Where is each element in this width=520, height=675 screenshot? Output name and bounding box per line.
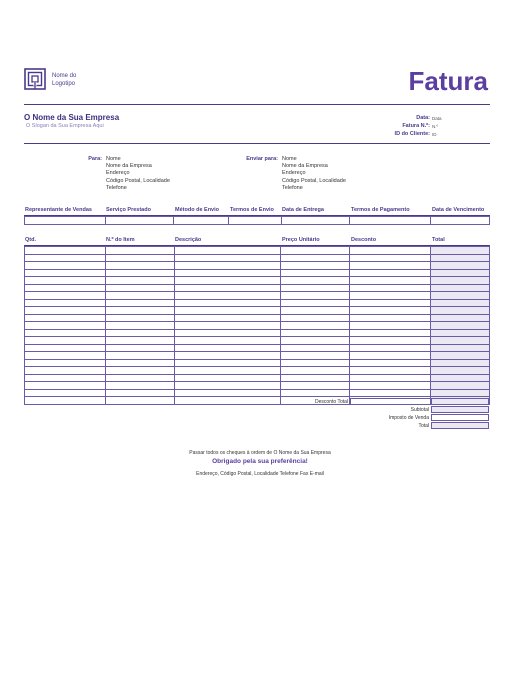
table-cell[interactable] <box>105 277 174 285</box>
table-cell[interactable] <box>430 247 489 255</box>
table-row <box>25 344 490 352</box>
footer-contact: Endereço, Código Postal, Localidade Telefone Fax E-mail <box>196 471 324 477</box>
table-cell[interactable] <box>25 374 106 382</box>
table-cell[interactable] <box>350 352 431 360</box>
table-cell[interactable] <box>25 314 106 322</box>
table-cell[interactable] <box>281 277 350 285</box>
table-row <box>25 277 490 285</box>
table-cell[interactable] <box>350 269 431 277</box>
table-cell[interactable] <box>105 247 174 255</box>
table-cell[interactable] <box>174 359 280 367</box>
table-cell[interactable] <box>430 389 489 397</box>
subtotal-field[interactable] <box>431 406 489 413</box>
table-cell[interactable] <box>174 262 280 270</box>
table-cell[interactable] <box>174 329 280 337</box>
table-cell[interactable] <box>350 322 431 330</box>
table-row <box>25 359 490 367</box>
table-cell[interactable] <box>25 284 106 292</box>
discount-total-field[interactable] <box>350 398 431 405</box>
table-cell[interactable] <box>350 337 431 345</box>
col-qty: Qtd. <box>25 237 36 243</box>
table-cell[interactable] <box>430 344 489 352</box>
table-cell[interactable] <box>430 337 489 345</box>
table-row <box>25 352 490 360</box>
table-cell[interactable] <box>174 284 280 292</box>
table-row <box>25 389 490 397</box>
total-field[interactable] <box>431 422 489 429</box>
items-table <box>24 246 490 405</box>
col-unit-price: Preço Unitário <box>282 237 320 243</box>
table-cell[interactable] <box>105 367 174 375</box>
table-cell[interactable] <box>174 389 280 397</box>
table-cell[interactable] <box>25 292 106 300</box>
table-cell[interactable] <box>350 299 431 307</box>
table-row <box>25 299 490 307</box>
table-cell[interactable] <box>105 359 174 367</box>
table-cell[interactable] <box>281 359 350 367</box>
discount-total-label: Desconto Total <box>315 399 348 405</box>
table-cell[interactable] <box>25 344 106 352</box>
table-row <box>25 307 490 315</box>
bill-to-label: Para: <box>88 156 102 162</box>
bill-to-line: Telefone <box>106 184 127 191</box>
ship-to-line: Nome <box>282 156 297 162</box>
table-cell[interactable] <box>281 269 350 277</box>
table-cell[interactable] <box>350 284 431 292</box>
table-cell[interactable] <box>25 322 106 330</box>
table-cell[interactable] <box>430 352 489 360</box>
subtotal-label: Subtotal <box>410 407 429 413</box>
table-cell[interactable] <box>174 247 280 255</box>
table-cell[interactable] <box>350 292 431 300</box>
table-cell[interactable] <box>174 217 229 225</box>
table-row <box>25 284 490 292</box>
table-cell[interactable] <box>25 389 106 397</box>
table-cell[interactable] <box>105 337 174 345</box>
table-cell[interactable] <box>105 329 174 337</box>
table-cell[interactable] <box>25 397 106 405</box>
table-cell[interactable] <box>105 374 174 382</box>
meta-customer-id-label: ID do Cliente: <box>394 131 430 137</box>
table-cell[interactable] <box>174 352 280 360</box>
col-description: Descrição <box>175 237 202 243</box>
divider-header <box>24 143 490 144</box>
table-cell[interactable] <box>25 247 106 255</box>
sales-tax-field[interactable] <box>431 414 489 421</box>
table-cell[interactable] <box>281 262 350 270</box>
table-cell[interactable] <box>350 247 431 255</box>
table-row <box>25 329 490 337</box>
table-cell[interactable] <box>350 329 431 337</box>
col-sales-rep: Representante de Vendas <box>25 207 92 213</box>
table-cell[interactable] <box>105 284 174 292</box>
col-discount: Desconto <box>351 237 377 243</box>
table-cell[interactable] <box>25 269 106 277</box>
table-cell[interactable] <box>430 382 489 390</box>
table-cell[interactable] <box>350 314 431 322</box>
table-cell[interactable] <box>105 397 174 405</box>
table-cell[interactable] <box>281 292 350 300</box>
table-cell[interactable] <box>350 217 431 225</box>
table-cell[interactable] <box>105 217 174 225</box>
meta-customer-id-value: ID <box>432 132 437 137</box>
meta-date-label: Data: <box>416 115 430 121</box>
table-cell[interactable] <box>174 322 280 330</box>
divider-top <box>24 104 490 105</box>
table-cell[interactable] <box>281 374 350 382</box>
table-cell[interactable] <box>25 367 106 375</box>
table-cell[interactable] <box>430 374 489 382</box>
meta-invoice-number-value: N.º <box>432 124 439 129</box>
table-cell[interactable] <box>350 374 431 382</box>
table-cell[interactable] <box>281 247 350 255</box>
table-cell[interactable] <box>25 359 106 367</box>
table-cell[interactable] <box>350 367 431 375</box>
company-slogan: O Slogan da Sua Empresa Aqui <box>26 123 104 129</box>
table-cell[interactable] <box>105 322 174 330</box>
table-cell[interactable] <box>105 299 174 307</box>
table-cell[interactable] <box>105 292 174 300</box>
table-cell[interactable] <box>174 277 280 285</box>
table-cell[interactable] <box>281 254 350 262</box>
logo-text <box>52 72 76 88</box>
table-cell[interactable] <box>430 359 489 367</box>
ship-to-line: Telefone <box>282 184 303 191</box>
table-row <box>25 322 490 330</box>
table-cell[interactable] <box>350 389 431 397</box>
table-cell[interactable] <box>281 322 350 330</box>
table-cell[interactable] <box>350 344 431 352</box>
table-cell[interactable] <box>25 337 106 345</box>
table-cell[interactable] <box>25 382 106 390</box>
table-cell[interactable] <box>281 352 350 360</box>
table-cell[interactable] <box>430 367 489 375</box>
table-cell[interactable] <box>105 352 174 360</box>
table-cell[interactable] <box>105 344 174 352</box>
table-cell[interactable] <box>105 314 174 322</box>
col-ship-terms: Termos de Envio <box>230 207 274 213</box>
table-cell[interactable] <box>350 382 431 390</box>
logo-maze-icon <box>24 68 46 90</box>
table-cell[interactable] <box>350 254 431 262</box>
table-cell[interactable] <box>281 307 350 315</box>
table-cell[interactable] <box>174 299 280 307</box>
table-cell[interactable] <box>174 314 280 322</box>
table-cell[interactable] <box>174 269 280 277</box>
table-cell[interactable] <box>25 254 106 262</box>
col-service: Serviço Prestado <box>106 207 151 213</box>
ship-to-label: Enviar para: <box>246 156 278 162</box>
table-row <box>25 374 490 382</box>
col-item-number: N.º do Item <box>106 237 135 243</box>
table-cell[interactable] <box>105 389 174 397</box>
table-cell[interactable] <box>174 292 280 300</box>
table-cell[interactable] <box>430 262 489 270</box>
table-cell[interactable] <box>430 314 489 322</box>
table-cell[interactable] <box>25 329 106 337</box>
shipping-table <box>24 216 490 225</box>
bill-to-line: Código Postal, Localidade <box>106 177 170 184</box>
bill-to-address <box>106 156 170 192</box>
table-cell[interactable] <box>25 299 106 307</box>
table-cell[interactable] <box>430 292 489 300</box>
col-total: Total <box>432 237 445 243</box>
table-cell[interactable] <box>430 329 489 337</box>
table-cell[interactable] <box>25 262 106 270</box>
ship-to-line: Código Postal, Localidade <box>282 177 346 184</box>
table-cell[interactable] <box>25 352 106 360</box>
table-cell[interactable] <box>229 217 281 225</box>
table-cell[interactable] <box>105 382 174 390</box>
table-cell[interactable] <box>105 262 174 270</box>
col-delivery-date: Data de Entrega <box>282 207 324 213</box>
table-row <box>25 367 490 375</box>
table-cell[interactable] <box>350 307 431 315</box>
table-cell[interactable] <box>350 359 431 367</box>
table-cell[interactable] <box>281 382 350 390</box>
col-payment-terms: Termos de Pagamento <box>351 207 410 213</box>
logo-line-1: Nome do <box>52 73 77 79</box>
table-cell[interactable] <box>281 284 350 292</box>
checks-note: Passar todos os cheques à ordem de O Nome da Sua Empresa <box>189 450 331 456</box>
table-cell[interactable] <box>174 344 280 352</box>
table-cell[interactable] <box>25 307 106 315</box>
total-label: Total <box>418 423 429 429</box>
table-cell[interactable] <box>281 217 350 225</box>
company-name: O Nome da Sua Empresa <box>24 113 120 122</box>
meta-date-value: Data <box>432 116 442 121</box>
table-cell[interactable] <box>430 269 489 277</box>
table-row <box>25 247 490 255</box>
table-cell[interactable] <box>430 307 489 315</box>
table-cell[interactable] <box>281 337 350 345</box>
bill-to-line: Nome <box>106 156 121 162</box>
table-cell[interactable] <box>430 254 489 262</box>
bill-to-line: Endereço <box>106 170 130 177</box>
table-cell[interactable] <box>281 389 350 397</box>
table-cell[interactable] <box>281 314 350 322</box>
sales-tax-label: Imposto de Venda <box>388 415 429 421</box>
table-row <box>25 337 490 345</box>
table-cell[interactable] <box>281 299 350 307</box>
table-cell[interactable] <box>430 322 489 330</box>
table-cell[interactable] <box>350 262 431 270</box>
table-cell[interactable] <box>174 337 280 345</box>
logo-line-2: Logotipo <box>52 81 76 87</box>
ship-to-line: Endereço <box>282 170 306 177</box>
table-cell[interactable] <box>430 284 489 292</box>
table-cell[interactable] <box>350 277 431 285</box>
table-cell[interactable] <box>281 367 350 375</box>
table-cell[interactable] <box>430 277 489 285</box>
table-cell[interactable] <box>430 299 489 307</box>
bill-to-line: Nome da Empresa <box>106 163 152 170</box>
table-row <box>25 292 490 300</box>
table-row <box>25 254 490 262</box>
table-row <box>25 262 490 270</box>
table-cell[interactable] <box>174 374 280 382</box>
table-cell[interactable] <box>174 367 280 375</box>
discount-total-value[interactable] <box>431 398 489 405</box>
table-cell[interactable] <box>105 269 174 277</box>
table-cell[interactable] <box>174 254 280 262</box>
table-cell[interactable] <box>25 277 106 285</box>
table-cell[interactable] <box>281 344 350 352</box>
table-row <box>25 269 490 277</box>
table-cell[interactable] <box>430 217 489 225</box>
table-cell[interactable] <box>174 307 280 315</box>
table-cell[interactable] <box>105 254 174 262</box>
ship-to-address <box>282 156 346 192</box>
col-ship-method: Método de Envio <box>175 207 219 213</box>
table-row <box>25 382 490 390</box>
table-row <box>25 217 490 225</box>
col-due-date: Data de Vencimento <box>432 207 485 213</box>
table-cell[interactable] <box>174 382 280 390</box>
table-cell[interactable] <box>105 307 174 315</box>
thank-you-message: Obrigado pela sua preferência! <box>212 458 308 465</box>
meta-invoice-number-label: Fatura N.º: <box>402 123 430 129</box>
ship-to-line: Nome da Empresa <box>282 163 328 170</box>
table-cell[interactable] <box>174 397 280 405</box>
invoice-title: Fatura <box>408 66 488 96</box>
table-row <box>25 314 490 322</box>
table-cell[interactable] <box>25 217 106 225</box>
table-cell[interactable] <box>281 329 350 337</box>
